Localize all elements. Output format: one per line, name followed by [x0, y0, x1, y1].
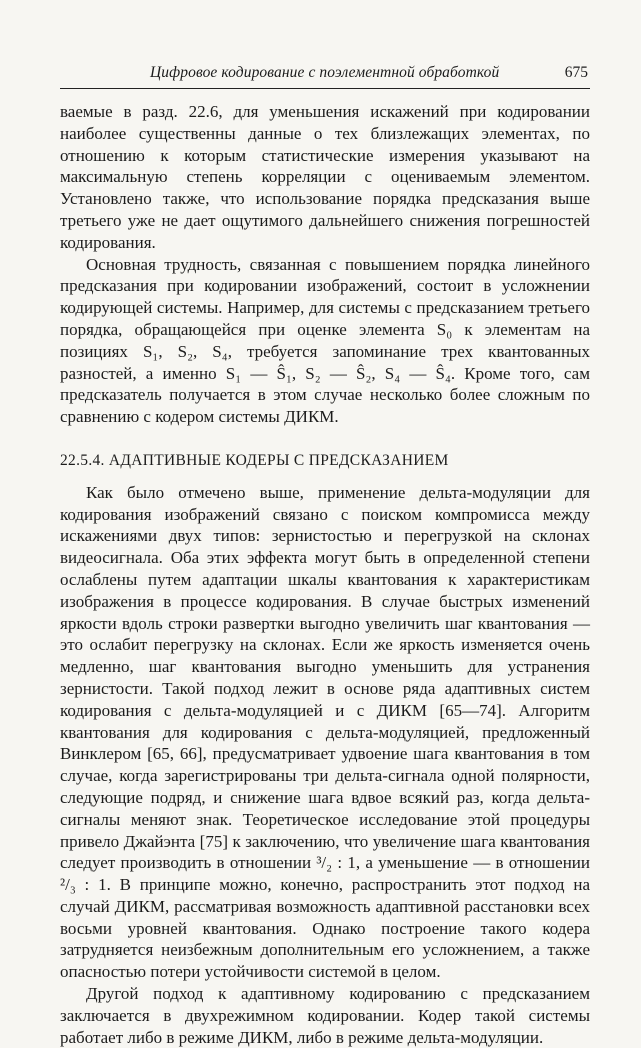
page-body — [60, 101, 590, 1048]
page-header — [60, 62, 590, 89]
paragraph-continued: ваемые в разд. 22.6, для уменьшения искажений при кодировании наиболее существенны данные о тех близлежащих элементах, по отношению к которым статистические измерения указывают на максимальную степень корреляции с оцениваемым элементом. Установлено также, что использование порядка предсказания выше третьего уже не дает ощутимого дальнейшего снижения погрешностей кодирования. — [60, 102, 590, 252]
running-title: Цифровое кодирование с поэлементной обработкой — [150, 64, 500, 81]
paragraph-prediction-order: Основная трудность, связанная с повышением порядка линейного предсказания при кодировании изображений, состоит в усложнении кодирующей системы. Например, для системы с предсказанием третьего порядка, обращающейся при оценке элемента S₀ к элементам на позициях S₁, S₂, S₄, требуется запоминание трех квантованных разностей, а именно S₁ — Ŝ₁, S₂ — Ŝ₂, S₄ — Ŝ₄. Кроме того, сам предсказатель получается в этом случае несколько более сложным по сравнению с кодером системы ДИКМ. — [60, 254, 590, 427]
paragraph-adaptive-coders: Как было отмечено выше, применение дельта-модуляции для кодирования изображений связано с поиском компромисса между искажениями двух типов: зернистостью и перегрузкой на склонах видеосигнала. Оба этих эффекта могут быть в определенной степени ослаблены путем адаптации шкалы квантования к характеристикам изображения в процессе кодирования. В случае быстрых изменений яркости вдоль строки развертки выгодно увеличить шаг квантования — это ослабит перегрузку на склонах. Если же яркость изменяется очень медленно, шаг квантования выгодно уменьшить для устранения зернистости. Такой подход лежит в основе ряда адаптивных систем кодирования с дельта-модуляцией и с ДИКМ [65—74]. Алгоритм квантования для кодирования с дельта-модуляцией, предложенный Винклером [65, 66], предусматривает удвоение шага квантования в том случае, когда зарегистрированы три дельта-сигнала одной полярности, следующие подряд, и снижение шага вдвое всякий раз, когда дельта-сигналы меняют знак. Теоретическое исследование этой процедуры привело Джайэнта [75] к заключению, что увеличение шага квантования следует производить в отношении ³/₂ : 1, а уменьшение — в отношении ²/₃ : 1. В принципе можно, конечно, распространить этот подход на случай ДИКМ, рассматривая возможность адаптивной расстановки всех восьми уровней квантования. Однако построение такого кодера затрудняется неизбежным дополнительным его усложнением, а также опасностью потери устойчивости системой в целом. — [60, 482, 590, 982]
paragraph-dual-mode: Другой подход к адаптивному кодированию с предсказанием заключается в двухрежимном кодировании. Кодер такой системы работает либо в режиме ДИКМ, либо в режиме дельта-модуляции. — [60, 984, 590, 1047]
page-number: 675 — [564, 64, 588, 81]
section-heading: 22.5.4. АДАПТИВНЫЕ КОДЕРЫ С ПРЕДСКАЗАНИЕМ — [60, 451, 449, 469]
